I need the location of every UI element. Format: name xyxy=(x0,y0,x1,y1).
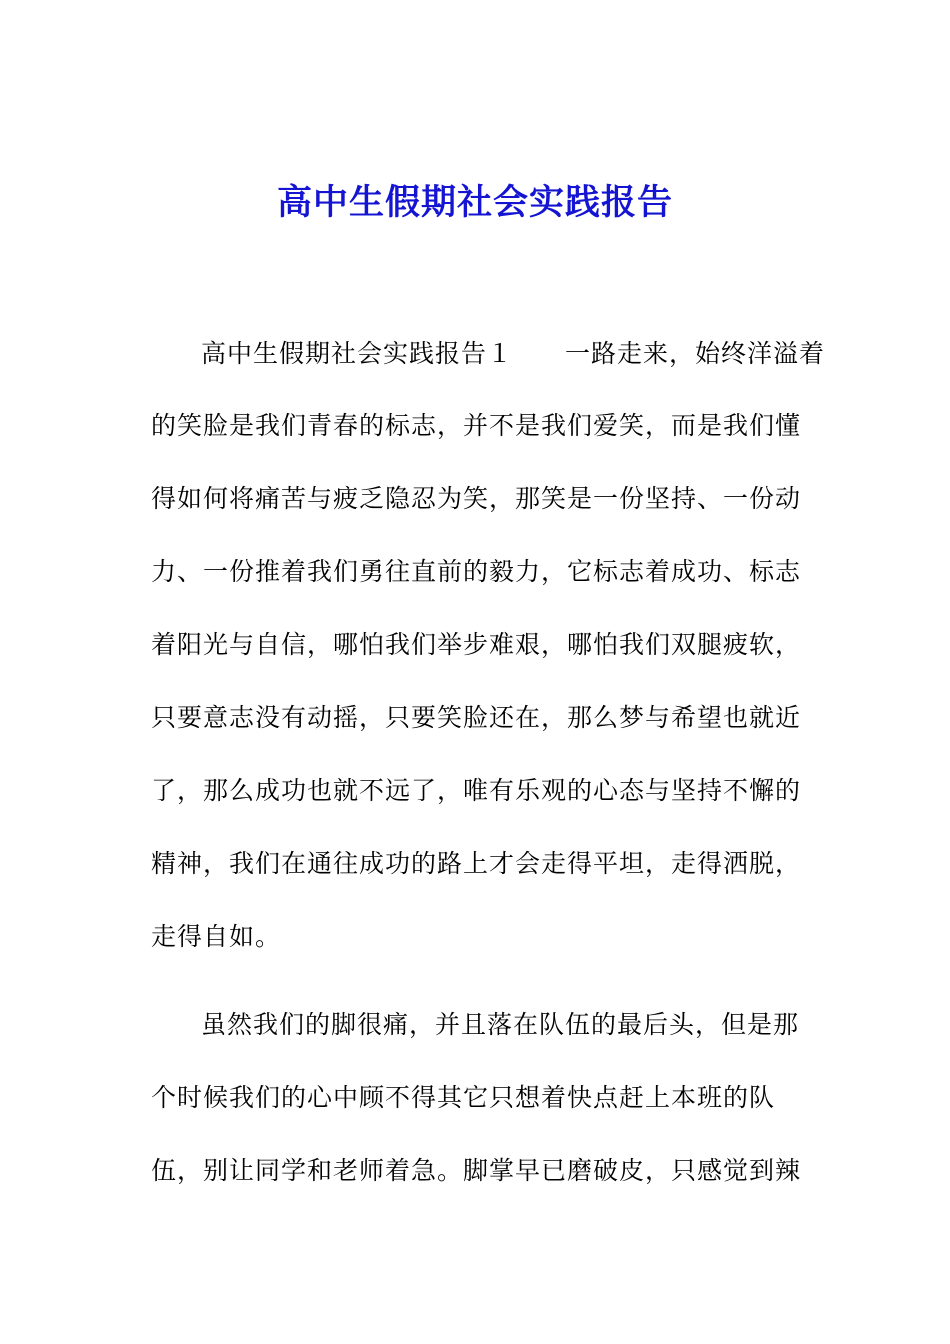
paragraph-line: 只要意志没有动摇，只要笑脸还在，那么梦与希望也就近 xyxy=(151,703,802,732)
paragraph-line: 着阳光与自信，哪怕我们举步难艰，哪怕我们双腿疲软， xyxy=(151,630,802,659)
paragraph-line: 虽然我们的脚很痛，并且落在队伍的最后头，但是那 xyxy=(201,1010,800,1039)
paragraph-line: 力、一份推着我们勇往直前的毅力，它标志着成功、标志 xyxy=(151,557,802,586)
paragraph-line: 了，那么成功也就不远了，唯有乐观的心态与坚持不懈的 xyxy=(151,776,802,805)
paragraph-line: 精神，我们在通往成功的路上才会走得平坦，走得洒脱， xyxy=(151,849,802,878)
paragraph-line: 的笑脸是我们青春的标志，并不是我们爱笑，而是我们懂 xyxy=(151,411,802,440)
document-title: 高中生假期社会实践报告 xyxy=(276,182,673,223)
paragraph-line: 高中生假期社会实践报告１ 一路走来，始终洋溢着 xyxy=(201,339,826,368)
paragraph-line: 得如何将痛苦与疲乏隐忍为笑，那笑是一份坚持、一份动 xyxy=(151,484,802,513)
paragraph-line: 个时候我们的心中顾不得其它只想着快点赶上本班的队 xyxy=(151,1083,776,1112)
paragraph-line: 走得自如。 xyxy=(151,922,282,951)
paragraph-line: 伍，别让同学和老师着急。脚掌早已磨破皮，只感觉到辣 xyxy=(151,1156,802,1185)
